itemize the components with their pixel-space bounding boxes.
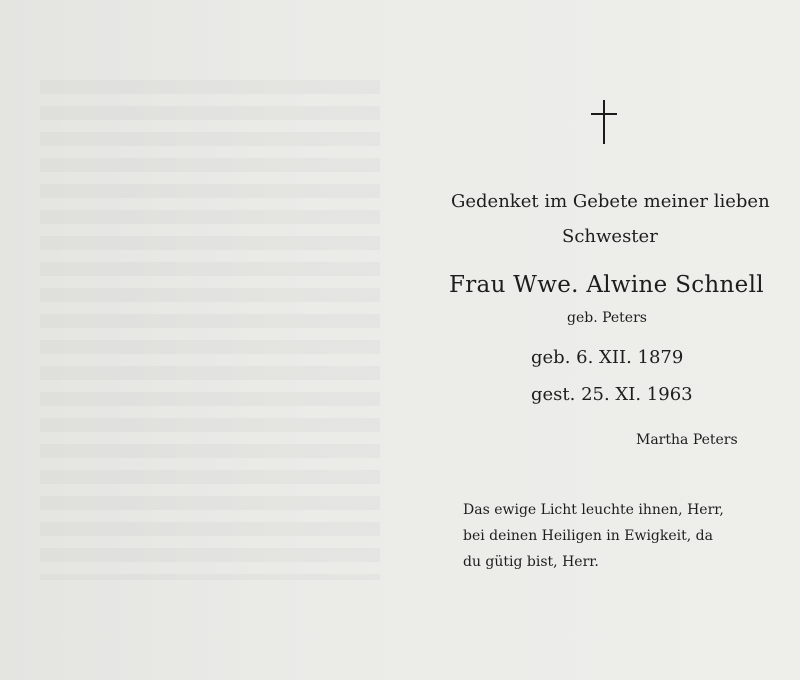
birth-date: geb. 6. XII. 1879	[531, 347, 684, 368]
deceased-name: Frau Wwe. Alwine Schnell	[449, 272, 764, 298]
signature: Martha Peters	[636, 432, 738, 448]
verse-line: Das ewige Licht leuchte ihnen, Herr,	[463, 502, 724, 518]
death-date: gest. 25. XI. 1963	[531, 384, 693, 405]
intro-line-1: Gedenket im Gebete meiner lieben	[451, 191, 770, 212]
intro-line-2: Schwester	[562, 226, 658, 247]
verse-line: bei deinen Heiligen in Ewigkeit, da	[463, 528, 713, 544]
prayer-verse	[463, 497, 763, 575]
verse-line: du gütig bist, Herr.	[463, 554, 599, 570]
cross-icon	[591, 100, 617, 144]
maiden-name: geb. Peters	[567, 310, 647, 326]
bleed-through-text-shadow	[40, 80, 380, 580]
